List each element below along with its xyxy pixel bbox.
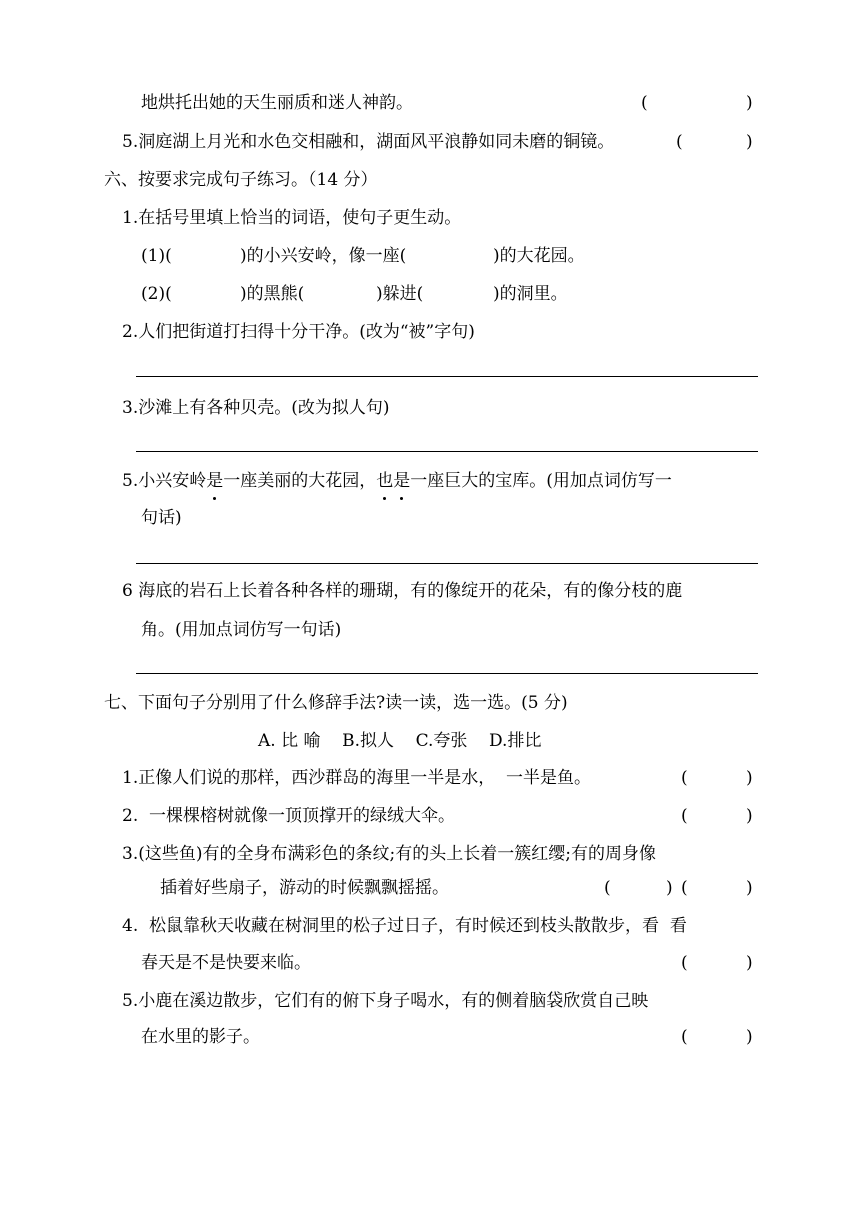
s7-q1: 1.正像人们说的那样，西沙群岛的海里一半是水， 一半是鱼。 — [122, 768, 592, 788]
answer-line[interactable] — [136, 563, 758, 564]
emphasis-dot-char: 是 — [206, 471, 224, 491]
answer-paren-open: ( — [681, 878, 688, 898]
emphasis-dot-char: 也 — [376, 471, 394, 491]
s7-q5-line2: 在水里的影子。 — [141, 1027, 260, 1047]
answer-paren-open: ( — [604, 878, 611, 898]
s7-q2: 2. 一棵棵榕树就像一顶顶撑开的绿绒大伞。 — [122, 806, 456, 826]
answer-paren-open: ( — [681, 953, 688, 973]
s6-q5-line2: 句话) — [141, 508, 182, 528]
answer-paren-close: ) — [746, 806, 753, 826]
s6-q1-2-part3: )躲进( — [376, 284, 424, 304]
answer-paren-open: ( — [681, 768, 688, 788]
s6-q6-line1: 6 海底的岩石上长着各种各样的珊瑚，有的像绽开的花朵，有的像分枝的鹿 — [122, 581, 683, 601]
answer-line[interactable] — [136, 673, 758, 674]
answer-paren-close: ) — [746, 132, 753, 152]
s6-q1-2-part4: )的洞里。 — [493, 284, 568, 304]
answer-paren-close: ) — [666, 878, 673, 898]
answer-paren-close: ) — [746, 953, 753, 973]
s6-q5-line1: 5.小兴安岭是一座美丽的大花园，也是一座巨大的宝库。(用加点词仿写一 — [122, 471, 672, 491]
answer-paren-close: ) — [746, 93, 753, 113]
s7-q3-line2: 插着好些扇子，游动的时候飘飘摇摇。 — [160, 878, 449, 898]
s7-q4-line2: 春天是不是快要来临。 — [141, 953, 311, 973]
s6-q1: 1.在括号里填上恰当的词语，使句子更生动。 — [122, 208, 462, 228]
s5-q5: 5.洞庭湖上月光和水色交相融和，湖面风平浪静如同未磨的铜镜。 — [122, 132, 615, 152]
section6-title: 六、按要求完成句子练习。（14 分） — [104, 170, 378, 190]
s6-q3: 3.沙滩上有各种贝壳。(改为拟人句) — [122, 398, 390, 418]
s6-q1-1-part1: (1)( — [141, 246, 172, 266]
s6-q1-2-part2: )的黑熊( — [240, 284, 305, 304]
s6-q1-1-part2: )的小兴安岭，像一座( — [240, 246, 407, 266]
s6-q6-line2: 角。(用加点词仿写一句话) — [141, 620, 342, 640]
answer-paren-close: ) — [746, 878, 753, 898]
s7-q4-line1: 4. 松鼠靠秋天收藏在树洞里的松子过日子，有时候还到枝头散散步，看 看 — [122, 916, 687, 936]
s7-q5-line1: 5.小鹿在溪边散步，它们有的俯下身子喝水，有的侧着脑袋欣赏自己映 — [122, 991, 649, 1011]
answer-paren-close: ) — [746, 768, 753, 788]
answer-paren-open: ( — [676, 132, 683, 152]
s5-q4-continuation: 地烘托出她的天生丽质和迷人神韵。 — [141, 93, 413, 113]
s6-q1-2-part1: (2)( — [141, 284, 172, 304]
answer-line[interactable] — [136, 451, 758, 452]
answer-line[interactable] — [136, 376, 758, 377]
answer-paren-open: ( — [681, 1027, 688, 1047]
s6-q1-1-part3: )的大花园。 — [493, 246, 585, 266]
section7-title: 七、下面句子分别用了什么修辞手法?读一读，选一选。(5 分) — [104, 693, 568, 713]
answer-paren-open: ( — [681, 806, 688, 826]
answer-paren-close: ) — [746, 1027, 753, 1047]
answer-paren-open: ( — [641, 93, 648, 113]
s7-q3-line1: 3.(这些鱼)有的全身布满彩色的条纹;有的头上长着一簇红缨;有的周身像 — [122, 844, 656, 864]
s6-q2: 2.人们把街道打扫得十分干净。(改为“被”字句) — [122, 322, 475, 342]
s7-options: A. 比 喻 B.拟人 C.夸张 D.排比 — [258, 731, 542, 751]
emphasis-dot-char: 是 — [393, 471, 411, 491]
